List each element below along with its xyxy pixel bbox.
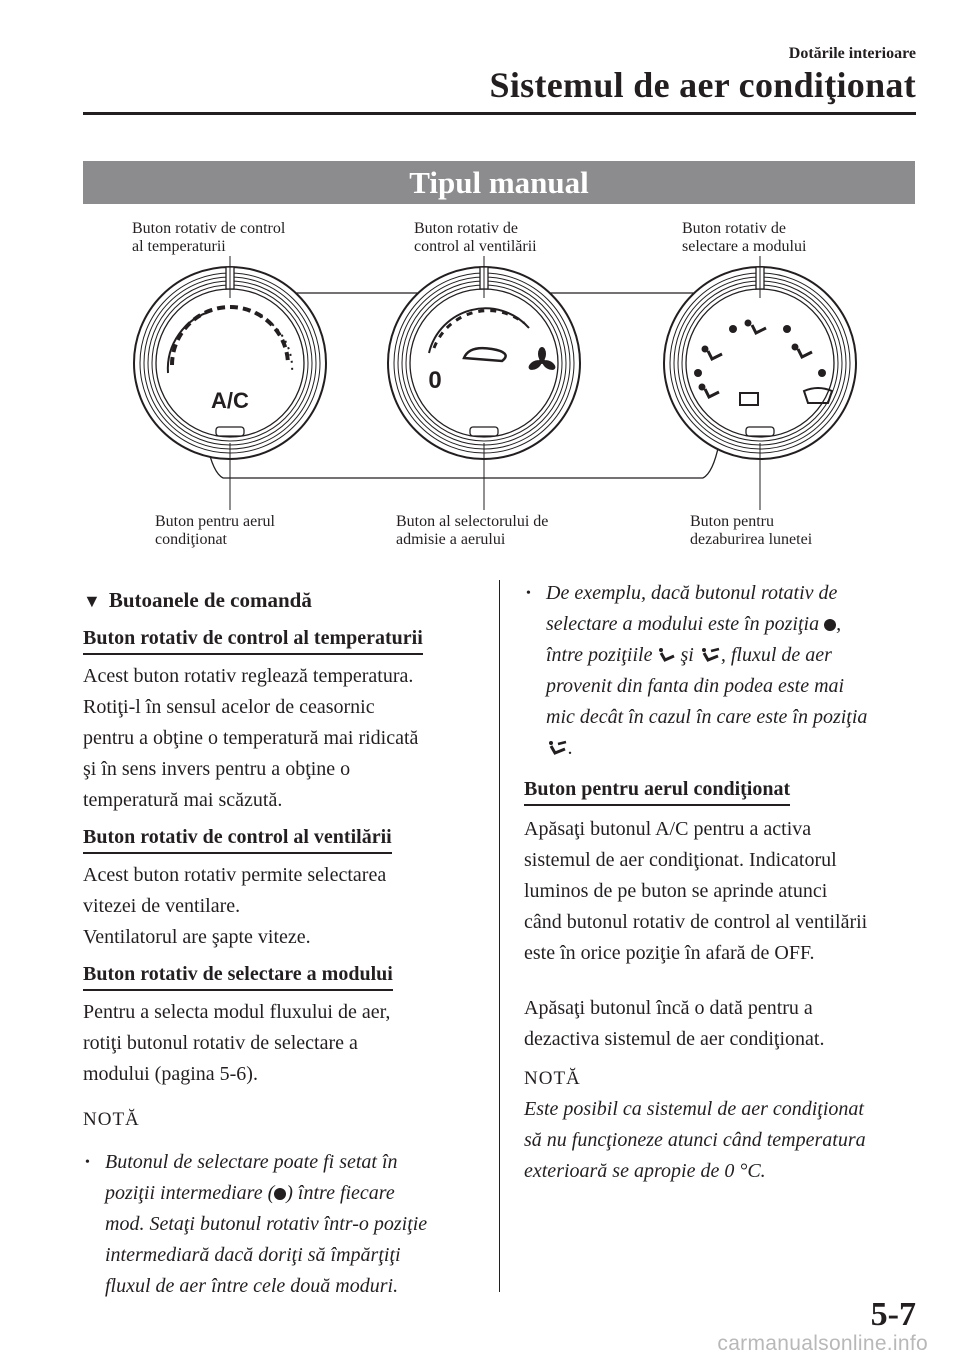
right-column [524,578,924,1187]
triangle-bullet-icon: ▼ [83,591,101,611]
note-ac-temperature: Este posibil ca sistemul de aer condiţionat să nu funcţioneze atunci când temperatura exterioară se apropie de 0 °C. [524,1098,866,1182]
floor-airflow-icon [657,647,675,665]
bullet-dot-icon: • [526,586,531,601]
bilevel-airflow-icon [699,647,721,665]
callout-mode-dial: Buton rotativ de selectare a modului [682,220,807,255]
watermark: carmanualsonline.info [717,1332,928,1355]
heading-fan-dial: Buton rotativ de control al ventilării [83,825,392,854]
intermediate-position-dot-icon [274,1188,286,1200]
callout-fan-dial: Buton rotativ de control al ventilării [414,220,537,255]
note-label: NOTĂ [83,1109,140,1130]
ac-paragraph: Apăsaţi butonul A/C pentru a activa sistemul de aer condiţionat. Indicatorul luminos de pe buton se aprinde atunci când butonul rotativ de control al ventilării este în orice poziţie în afară de OFF. [524,818,868,964]
note-bullet-intermediate: • Butonul de selectare poate fi setat în poziţii intermediare ( ) între fiecare mod. Setaţi butonul rotativ într-o poziţie intermediară dacă doriţi să împărţiţi fluxul de aer între cele două moduri. [83,1147,488,1302]
bilevel-airflow-icon [546,740,568,758]
header-section-label: Dotările interioare [788,45,916,62]
ac-off-paragraph: Apăsaţi butonul încă o dată pentru a dezactiva sistemul de aer condiţionat. [524,997,825,1050]
header-rule [83,112,916,115]
fan-paragraph: Acest buton rotativ permite selectarea vitezei de ventilare. Ventilatorul are şapte viteze. [83,864,387,948]
ac-dial-label: A/C [211,388,249,413]
heading-ac-button: Buton pentru aerul condiţionat [524,777,790,806]
callout-air-intake-button: Buton al selectorului de admisie a aerului [396,513,549,548]
callout-rear-defroster-button: Buton pentru dezaburirea lunetei [690,513,813,548]
page-title: Sistemul de aer condiţionat [489,65,916,105]
bullet-dot-icon: • [85,1155,90,1170]
column-divider [499,580,500,1292]
control-panel-diagram [83,208,915,558]
heading-temperature-dial: Buton rotativ de control al temperaturii [83,626,423,655]
callout-ac-button: Buton pentru aerul condiţionat [155,513,275,548]
fan-zero-label: 0 [428,367,442,394]
left-column [83,585,488,1302]
temperature-paragraph: Acest buton rotativ reglează temperatura. Rotiţi-l în sensul acelor de ceasornic pentru a obţine o temperatură mai ridicată şi în sens invers pentru a obţine o temperatură mai scăzută. [83,665,419,811]
dials-drawing [83,208,915,518]
note-label: NOTĂ [524,1068,581,1089]
page-number: 5-7 [870,1296,916,1333]
callout-temperature-dial: Buton rotativ de control al temperaturii [132,220,286,255]
note-bullet-example: • De exemplu, dacă butonul rotativ de selectare a modului este în poziţia , între poziţiile şi , fluxul de aer provenit din fanta din podea este mai mic decât în cazul în care este în poziţia . [524,578,924,764]
section-heading: ▼ Butoanele de comandă [83,588,312,612]
section-banner: Tipul manual [83,161,915,204]
heading-mode-dial: Buton rotativ de selectare a modului [83,962,393,991]
intermediate-position-dot-icon [824,619,836,631]
mode-paragraph: Pentru a selecta modul fluxului de aer, rotiţi butonul rotativ de selectare a modului (pagina 5-6). [83,1001,391,1085]
